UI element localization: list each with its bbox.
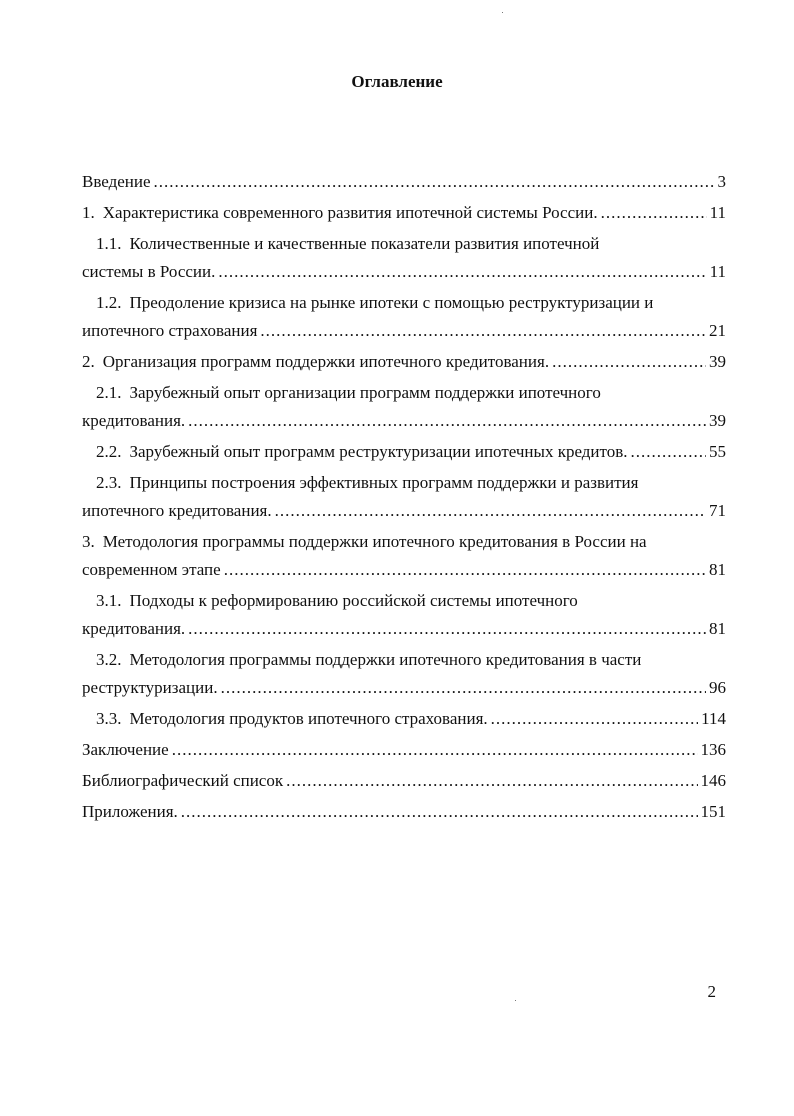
toc-page-number: 3	[717, 172, 726, 191]
toc-entry-title: ипотечного кредитования.	[82, 501, 272, 520]
toc-page-number: 146	[700, 771, 726, 790]
toc-entry-number: 2.3.	[96, 473, 122, 492]
toc-entry-title: Методология продуктов ипотечного страхования.	[129, 709, 488, 728]
toc-page-number: 81	[709, 619, 726, 638]
toc-page-number: 39	[709, 411, 726, 430]
toc-entry-title-line1: Методология программы поддержки ипотечного кредитования в России на	[102, 532, 647, 551]
toc-entry-chapter-2	[82, 348, 726, 376]
toc-page-number: 114	[701, 709, 726, 728]
toc-entry-title-line1: Преодоление кризиса на рынке ипотеки с помощью реструктуризации и	[129, 293, 654, 312]
table-of-contents	[82, 168, 726, 829]
toc-entry-conclusion	[82, 736, 726, 764]
toc-entry-number: 3.3.	[96, 709, 122, 728]
toc-entry-number: 3.2.	[96, 650, 122, 669]
toc-entry-number: 2.	[82, 352, 95, 371]
toc-page-number: 55	[709, 442, 726, 461]
dot-leader	[275, 497, 706, 525]
toc-entry-title: Организация программ поддержки ипотечного кредитования.	[102, 352, 550, 371]
dot-leader	[188, 615, 706, 643]
toc-entry-title: Характеристика современного развития ипотечной системы России.	[102, 203, 598, 222]
dot-leader	[260, 317, 706, 345]
toc-entry-number: 2.1.	[96, 383, 122, 402]
toc-entry-section-3-2	[82, 646, 726, 702]
toc-entry-title-line1: Зарубежный опыт организации программ поддержки ипотечного	[129, 383, 601, 402]
toc-entry-section-3-3	[82, 705, 726, 733]
toc-page-number: 21	[709, 321, 726, 340]
toc-entry-section-3-1	[82, 587, 726, 643]
toc-entry-number: 2.2.	[96, 442, 122, 461]
toc-entry-title: Приложения.	[82, 802, 178, 821]
toc-entry-chapter-3	[82, 528, 726, 584]
scan-speck	[515, 1000, 516, 1001]
dot-leader	[181, 798, 698, 826]
toc-entry-section-1-1	[82, 230, 726, 286]
toc-entry-title: кредитования.	[82, 619, 186, 638]
toc-entry-bibliography	[82, 767, 726, 795]
toc-page-number: 81	[709, 560, 726, 579]
toc-entry-title: кредитования.	[82, 411, 186, 430]
toc-entry-title: современном этапе	[82, 560, 221, 579]
toc-page-number: 71	[709, 501, 726, 520]
toc-page-number: 11	[709, 262, 726, 281]
dot-leader	[154, 168, 715, 196]
toc-entry-title: ипотечного страхования	[82, 321, 258, 340]
toc-entry-introduction	[82, 168, 726, 196]
toc-entry-title: системы в России.	[82, 262, 216, 281]
toc-entry-section-2-1	[82, 379, 726, 435]
dot-leader	[188, 407, 706, 435]
toc-entry-number: 3.1.	[96, 591, 122, 610]
dot-leader	[601, 199, 707, 227]
toc-entry-section-2-2	[82, 438, 726, 466]
dot-leader	[172, 736, 698, 764]
toc-entry-title-line1: Подходы к реформированию российской системы ипотечного	[129, 591, 578, 610]
toc-entry-title: Заключение	[82, 740, 169, 759]
dot-leader	[218, 258, 706, 286]
toc-entry-number: 3.	[82, 532, 95, 551]
toc-page-number: 136	[700, 740, 726, 759]
toc-entry-section-2-3	[82, 469, 726, 525]
dot-leader	[224, 556, 706, 584]
toc-entry-number: 1.2.	[96, 293, 122, 312]
toc-entry-number: 1.	[82, 203, 95, 222]
page-title: Оглавление	[351, 72, 443, 91]
dot-leader	[552, 348, 706, 376]
toc-entry-section-1-2	[82, 289, 726, 345]
toc-entry-chapter-1	[82, 199, 726, 227]
dot-leader	[631, 438, 707, 466]
dot-leader	[286, 767, 697, 795]
page-number: 2	[707, 982, 716, 1001]
toc-entry-number: 1.1.	[96, 234, 122, 253]
toc-entry-title: Зарубежный опыт программ реструктуризации ипотечных кредитов.	[129, 442, 628, 461]
toc-entry-title: реструктуризации.	[82, 678, 218, 697]
dot-leader	[491, 705, 698, 733]
toc-entry-title: Введение	[82, 172, 151, 191]
toc-entry-appendices	[82, 798, 726, 826]
scan-speck	[502, 12, 503, 13]
dot-leader	[221, 674, 706, 702]
toc-page-number: 11	[709, 203, 726, 222]
toc-entry-title-line1: Методология программы поддержки ипотечного кредитования в части	[129, 650, 642, 669]
toc-page-number: 151	[700, 802, 726, 821]
toc-entry-title-line1: Количественные и качественные показатели развития ипотечной	[129, 234, 600, 253]
toc-entry-title: Библиографический список	[82, 771, 284, 790]
toc-page-number: 39	[709, 352, 726, 371]
toc-page-number: 96	[709, 678, 726, 697]
toc-entry-title-line1: Принципы построения эффективных программ поддержки и развития	[129, 473, 639, 492]
